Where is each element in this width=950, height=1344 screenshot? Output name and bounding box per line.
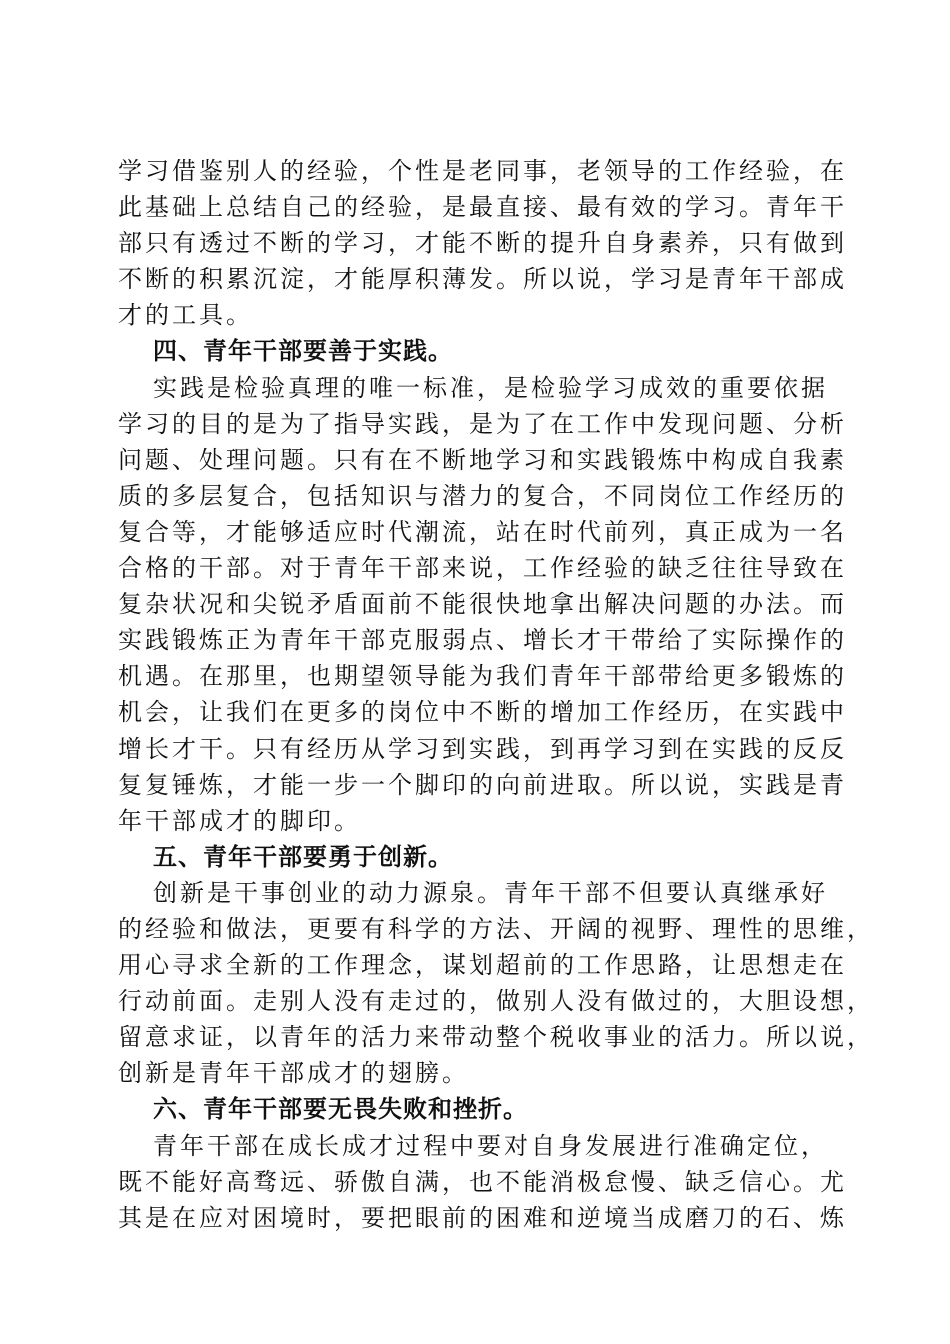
paragraph-line: 复复锤炼，才能一步一个脚印的向前进取。所以说，实践是青 xyxy=(118,770,847,799)
paragraph-line: 复杂状况和尖锐矛盾面前不能很快地拿出解决问题的办法。而 xyxy=(118,590,847,619)
paragraph-line: 机遇。在那里，也期望领导能为我们青年干部带给更多锻炼的 xyxy=(118,662,847,691)
paragraph-line: 实践是检验真理的唯一标准，是检验学习成效的重要依据 xyxy=(153,373,828,402)
paragraph-line: 此基础上总结自己的经验，是最直接、最有效的学习。青年干 xyxy=(118,193,847,222)
paragraph-line: 问题、处理问题。只有在不断地学习和实践锻炼中构成自我素 xyxy=(118,445,847,474)
paragraph-line: 其是在应对困境时，要把眼前的困难和逆境当成磨刀的石、炼 xyxy=(118,1203,847,1232)
document-body xyxy=(118,153,874,1236)
paragraph-line: 创新是青年干部成才的翅膀。 xyxy=(118,1059,469,1088)
paragraph-line: 学习借鉴别人的经验，个性是老同事，老领导的工作经验，在 xyxy=(118,157,847,185)
paragraph-line: 增长才干。只有经历从学习到实践，到再学习到在实践的反反 xyxy=(118,734,847,763)
section-heading: 五、青年干部要勇于创新。 xyxy=(153,842,453,871)
paragraph-line: 年干部成才的脚印。 xyxy=(118,806,361,835)
paragraph-line: 创新是干事创业的动力源泉。青年干部不但要认真继承好 xyxy=(153,878,828,907)
paragraph-line: 青年干部在成长成才过程中要对自身发展进行准确定位， xyxy=(153,1131,828,1160)
paragraph-line: 质的多层复合，包括知识与潜力的复合，不同岗位工作经历的 xyxy=(118,481,847,510)
paragraph-line: 不断的积累沉淀，才能厚积薄发。所以说，学习是青年干部成 xyxy=(118,265,847,294)
paragraph-line: 实践锻炼正为青年干部克服弱点、增长才干带给了实际操作的 xyxy=(118,626,847,655)
section-heading: 六、青年干部要无畏失败和挫折。 xyxy=(153,1095,528,1124)
paragraph-line: 机会，让我们在更多的岗位中不断的增加工作经历，在实践中 xyxy=(118,698,847,727)
paragraph-line: 留意求证，以青年的活力来带动整个税收事业的活力。所以说， xyxy=(118,1023,874,1052)
section-heading: 四、青年干部要善于实践。 xyxy=(153,337,453,366)
paragraph-line: 行动前面。走别人没有走过的，做别人没有做过的，大胆设想， xyxy=(118,987,874,1016)
paragraph-line: 既不能好高骛远、骄傲自满，也不能消极怠慢、缺乏信心。尤 xyxy=(118,1167,847,1196)
paragraph-line: 复合等，才能够适应时代潮流，站在时代前列，真正成为一名 xyxy=(118,517,847,546)
paragraph-line: 的经验和做法，更要有科学的方法、开阔的视野、理性的思维， xyxy=(118,914,874,943)
paragraph-line: 合格的干部。对于青年干部来说，工作经验的缺乏往往导致在 xyxy=(118,554,847,583)
paragraph-line: 部只有透过不断的学习，才能不断的提升自身素养，只有做到 xyxy=(118,229,847,258)
paragraph-line: 用心寻求全新的工作理念，谋划超前的工作思路，让思想走在 xyxy=(118,951,847,980)
paragraph-line: 学习的目的是为了指导实践，是为了在工作中发现问题、分析 xyxy=(118,409,847,438)
paragraph-line: 才的工具。 xyxy=(118,301,253,330)
